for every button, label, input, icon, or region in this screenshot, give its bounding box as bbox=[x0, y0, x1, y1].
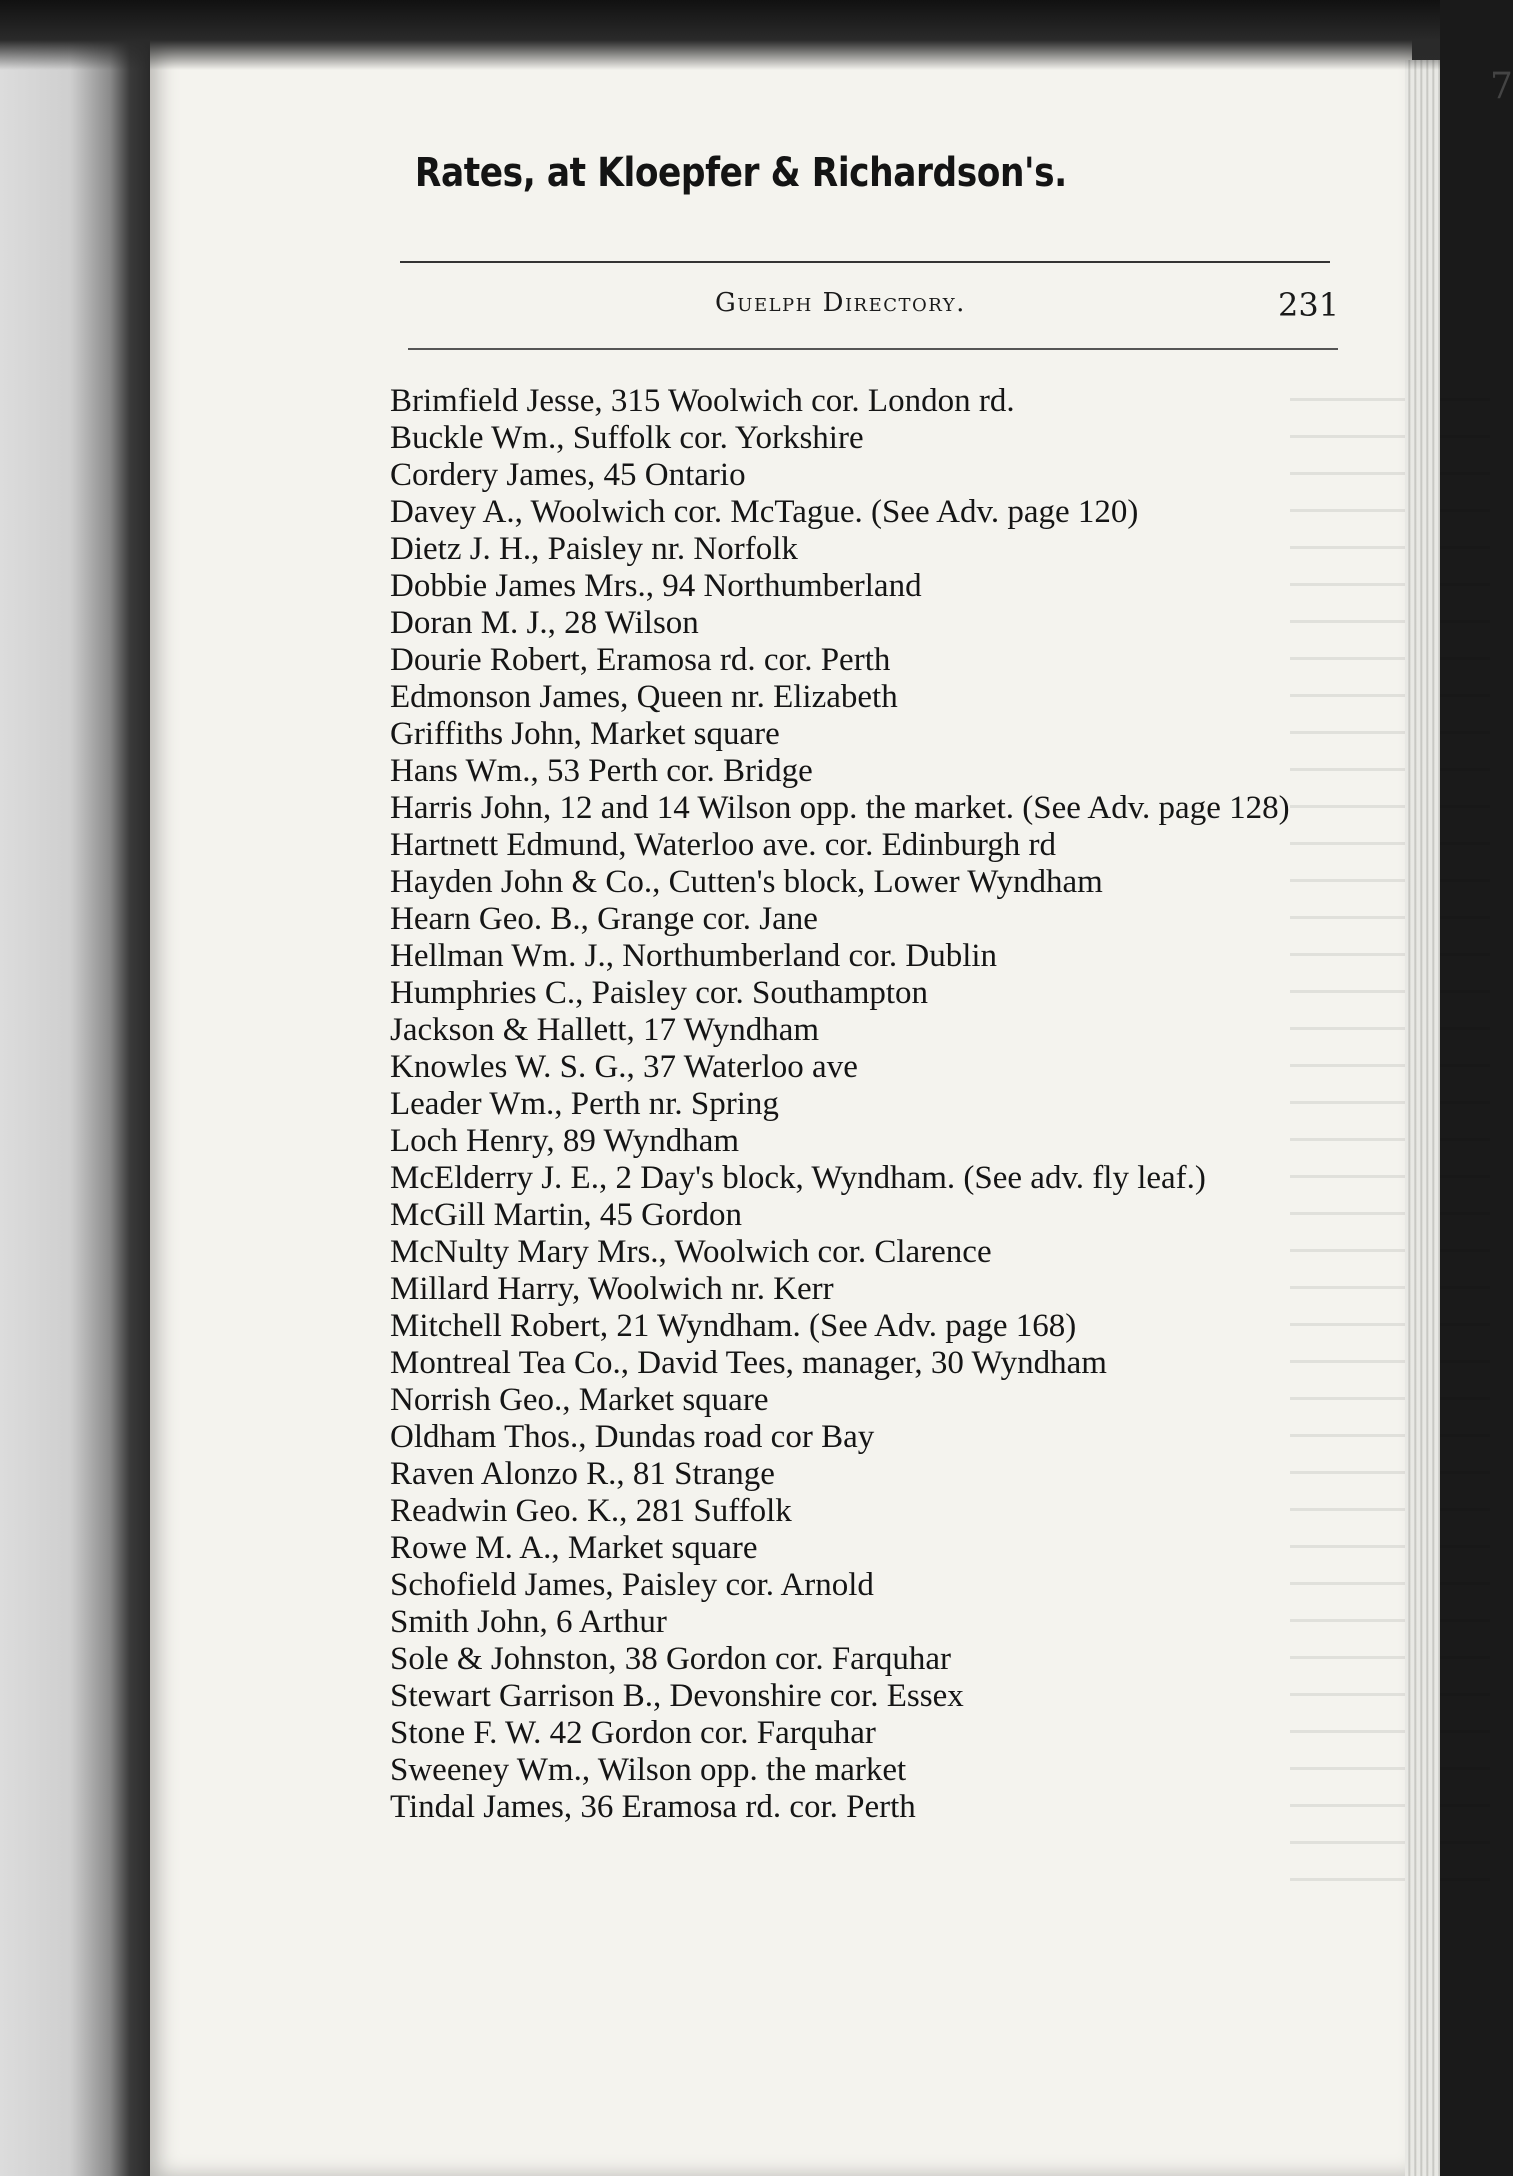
directory-entry: Harris John, 12 and 14 Wilson opp. the market. (See Adv. page 128) bbox=[390, 790, 1290, 826]
directory-entry: Sweeney Wm., Wilson opp. the market bbox=[390, 1752, 907, 1788]
directory-entry-list bbox=[390, 383, 1350, 1826]
directory-entry: Hartnett Edmund, Waterloo ave. cor. Edinburgh rd bbox=[390, 827, 1057, 863]
directory-entry: Raven Alonzo R., 81 Strange bbox=[390, 1456, 775, 1492]
directory-entry: Leader Wm., Perth nr. Spring bbox=[390, 1086, 779, 1122]
directory-entry: Smith John, 6 Arthur bbox=[390, 1604, 667, 1640]
advertising-banner: Rates, at Kloepfer & Richardson's. bbox=[414, 150, 1067, 196]
directory-entry: Montreal Tea Co., David Tees, manager, 30 Wyndham bbox=[390, 1345, 1107, 1381]
directory-entry: Brimfield Jesse, 315 Woolwich cor. London rd. bbox=[390, 383, 1015, 419]
directory-entry: Dourie Robert, Eramosa rd. cor. Perth bbox=[390, 642, 891, 678]
directory-entry: Norrish Geo., Market square bbox=[390, 1382, 769, 1418]
directory-entry: Knowles W. S. G., 37 Waterloo ave bbox=[390, 1049, 858, 1085]
directory-entry: Buckle Wm., Suffolk cor. Yorkshire bbox=[390, 420, 864, 456]
directory-entry: Hayden John & Co., Cutten's block, Lower Wyndham bbox=[390, 864, 1103, 900]
directory-entry: Millard Harry, Woolwich nr. Kerr bbox=[390, 1271, 834, 1307]
directory-entry: McNulty Mary Mrs., Woolwich cor. Clarence bbox=[390, 1234, 992, 1270]
directory-entry: Hearn Geo. B., Grange cor. Jane bbox=[390, 901, 818, 937]
directory-entry: Doran M. J., 28 Wilson bbox=[390, 605, 699, 641]
directory-entry: Jackson & Hallett, 17 Wyndham bbox=[390, 1012, 820, 1048]
directory-entry: Rowe M. A., Market square bbox=[390, 1530, 758, 1566]
directory-entry: Oldham Thos., Dundas road cor Bay bbox=[390, 1419, 875, 1455]
running-head: Guelph Directory. bbox=[715, 288, 966, 318]
directory-entry: Tindal James, 36 Eramosa rd. cor. Perth bbox=[390, 1789, 916, 1825]
directory-entry: McElderry J. E., 2 Day's block, Wyndham. (See adv. fly leaf.) bbox=[390, 1160, 1206, 1196]
top-shadow bbox=[0, 0, 1440, 70]
directory-entry: Hans Wm., 53 Perth cor. Bridge bbox=[390, 753, 813, 789]
directory-entry: Davey A., Woolwich cor. McTague. (See Adv. page 120) bbox=[390, 494, 1139, 530]
book-spine-shadow bbox=[0, 0, 150, 2176]
directory-page bbox=[150, 38, 1513, 2176]
banner-rule bbox=[400, 261, 1330, 263]
header-rule bbox=[408, 348, 1338, 350]
directory-entry: Humphries C., Paisley cor. Southampton bbox=[390, 975, 929, 1011]
directory-entry: Mitchell Robert, 21 Wyndham. (See Adv. page 168) bbox=[390, 1308, 1077, 1344]
directory-entry: Griffiths John, Market square bbox=[390, 716, 780, 752]
directory-entry: Loch Henry, 89 Wyndham bbox=[390, 1123, 740, 1159]
directory-entry: Edmonson James, Queen nr. Elizabeth bbox=[390, 679, 898, 715]
directory-entry: Stewart Garrison B., Devonshire cor. Essex bbox=[390, 1678, 964, 1714]
corner-mark: 7 bbox=[1490, 66, 1513, 107]
directory-entry: Cordery James, 45 Ontario bbox=[390, 457, 746, 493]
directory-entry: Dobbie James Mrs., 94 Northumberland bbox=[390, 568, 922, 604]
directory-entry: Hellman Wm. J., Northumberland cor. Dublin bbox=[390, 938, 998, 974]
directory-entry: Readwin Geo. K., 281 Suffolk bbox=[390, 1493, 792, 1529]
directory-entry: Schofield James, Paisley cor. Arnold bbox=[390, 1567, 874, 1603]
directory-entry: Dietz J. H., Paisley nr. Norfolk bbox=[390, 531, 798, 567]
directory-entry: Stone F. W. 42 Gordon cor. Farquhar bbox=[390, 1715, 876, 1751]
directory-entry: Sole & Johnston, 38 Gordon cor. Farquhar bbox=[390, 1641, 951, 1677]
directory-entry: McGill Martin, 45 Gordon bbox=[390, 1197, 742, 1233]
page-number: 231 bbox=[1278, 286, 1340, 324]
page-edges bbox=[1405, 60, 1440, 2176]
